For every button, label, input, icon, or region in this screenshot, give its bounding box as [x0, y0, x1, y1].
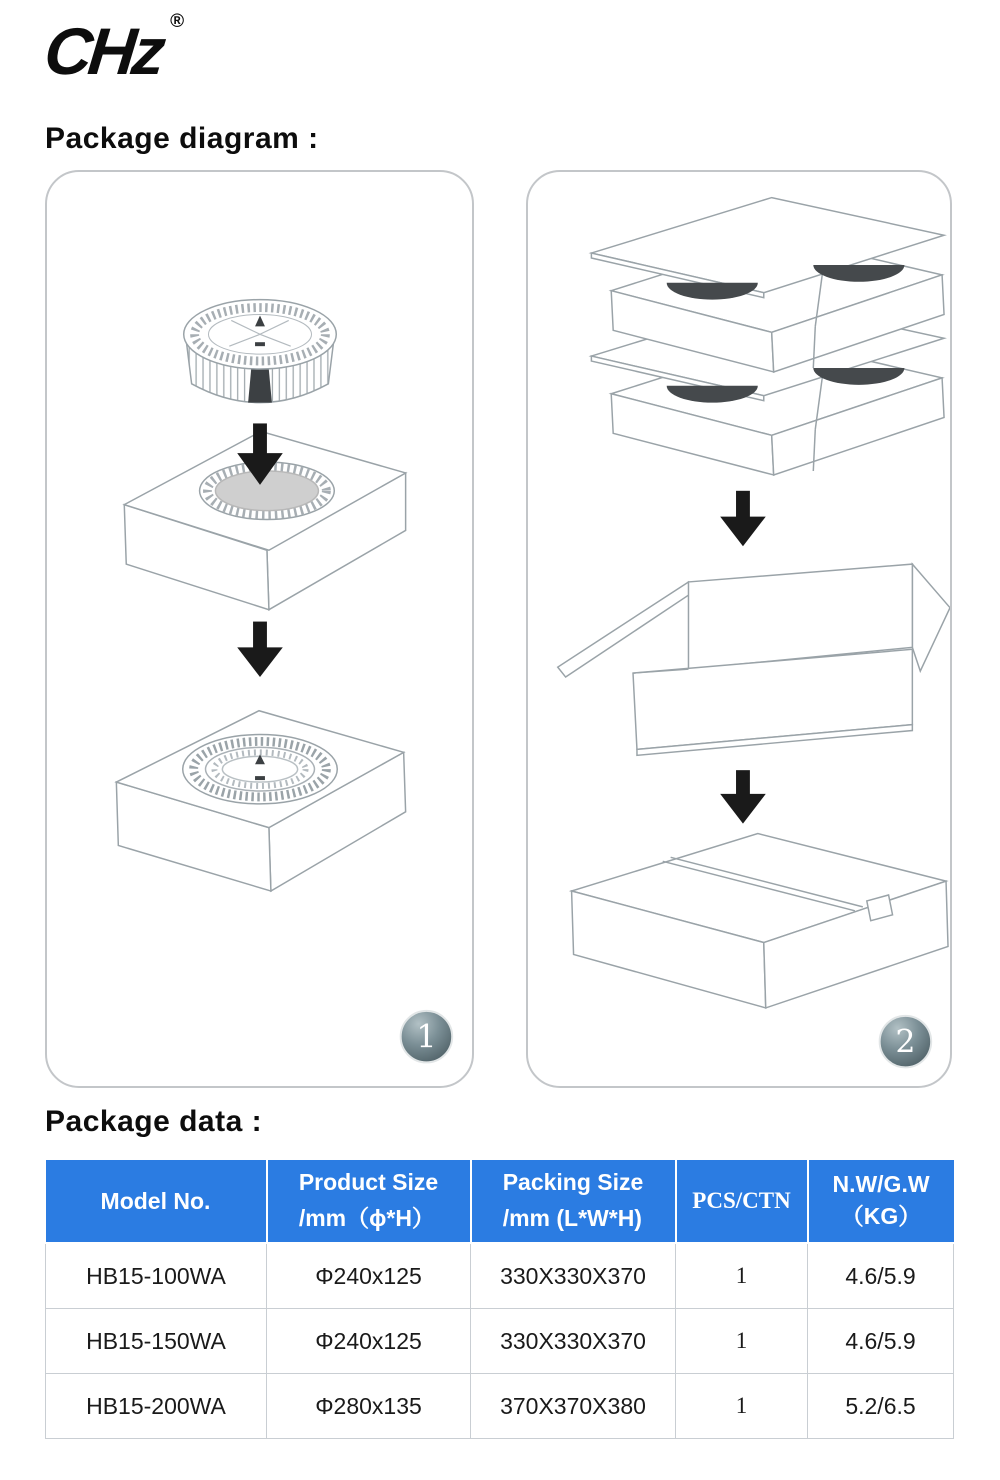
- chz-logo: [41, 11, 185, 88]
- arrow-down-icon: [720, 491, 766, 546]
- cell-pcs-ctn: 1: [676, 1374, 808, 1439]
- cell-product-size: Φ240x125: [267, 1309, 471, 1374]
- highbay-light-drawing: [184, 300, 337, 403]
- table-row: [46, 1374, 954, 1439]
- cell-pcs-ctn: 1: [676, 1243, 808, 1309]
- col-header-sublabel: /mm（ϕ*H）: [298, 1205, 435, 1231]
- cell-nw-gw: 4.6/5.9: [808, 1309, 954, 1374]
- col-header-packing-size: [471, 1160, 676, 1243]
- package-diagram-panel-2: [526, 170, 952, 1088]
- col-header-sublabel: /mm (L*W*H): [502, 1205, 642, 1231]
- table-row: [46, 1243, 954, 1309]
- cell-product-size: Φ240x125: [267, 1243, 471, 1309]
- cell-model: HB15-100WA: [46, 1243, 267, 1309]
- package-diagram-heading: Package diagram :: [45, 122, 319, 155]
- step-2-number: 2: [895, 1024, 916, 1061]
- table-row: [46, 1309, 954, 1374]
- col-header-pcs-ctn: [676, 1160, 808, 1243]
- packed-foam-box-drawing: [116, 711, 405, 891]
- closed-carton-drawing: [572, 834, 948, 1008]
- col-header-product-size: [267, 1160, 471, 1243]
- col-header-label: N.W/G.W: [832, 1171, 930, 1197]
- arrow-down-icon: [237, 622, 283, 677]
- arrow-down-icon: [720, 770, 766, 823]
- cell-nw-gw: 5.2/6.5: [808, 1374, 954, 1439]
- cell-model: HB15-150WA: [46, 1309, 267, 1374]
- panel-2-drawing: [528, 172, 950, 1086]
- col-header-label: Packing Size: [502, 1169, 644, 1196]
- package-data-table: [45, 1160, 954, 1439]
- col-header-label: Product Size: [298, 1169, 439, 1196]
- step-2-badge: [880, 1016, 932, 1068]
- package-data-heading: Package data :: [45, 1105, 263, 1138]
- cell-nw-gw: 4.6/5.9: [808, 1243, 954, 1309]
- panel-1-drawing: [47, 172, 472, 1086]
- col-header-nw-gw: [808, 1160, 954, 1243]
- package-diagram-panel-1: [45, 170, 474, 1088]
- cell-product-size: Φ280x135: [267, 1374, 471, 1439]
- col-header-sublabel: （KG）: [840, 1203, 922, 1229]
- cell-pcs-ctn: 1: [676, 1309, 808, 1374]
- cell-model: HB15-200WA: [46, 1374, 267, 1439]
- col-header-model-no: [46, 1160, 267, 1243]
- open-carton-drawing: [558, 564, 950, 755]
- step-1-number: 1: [416, 1019, 437, 1056]
- cell-packing-size: 330X330X370: [471, 1243, 676, 1309]
- step-1-badge: [401, 1011, 453, 1063]
- cell-packing-size: 330X330X370: [471, 1309, 676, 1374]
- cell-packing-size: 370X370X380: [471, 1374, 676, 1439]
- registered-trademark-icon: ®: [170, 11, 185, 32]
- chz-logo-text: CHz: [41, 14, 166, 88]
- col-header-label: PCS/CTN: [692, 1188, 791, 1213]
- stacked-trays-drawing: [591, 198, 944, 475]
- col-header-label: Model No.: [100, 1187, 211, 1214]
- table-header-row: [46, 1160, 954, 1243]
